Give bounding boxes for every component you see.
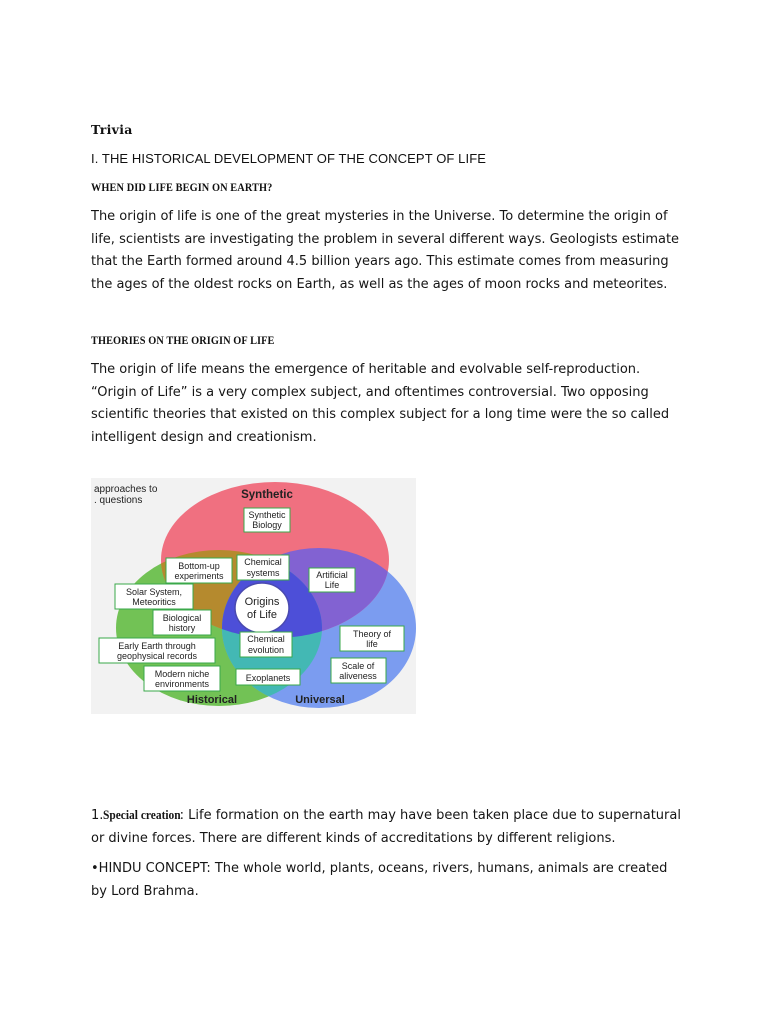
box-text: environments: [154, 679, 210, 689]
paragraph-line: The origin of life is one of the great mysteries in the Universe. To determine the origin of: [91, 209, 668, 224]
box-text: systems: [246, 568, 280, 578]
label-synthetic: Synthetic: [241, 489, 293, 501]
corner-text-line2: . questions: [94, 495, 143, 506]
box-text: Modern niche: [154, 669, 210, 679]
center-label-line1: Origins: [244, 596, 280, 608]
trivia-heading: Trivia: [91, 122, 133, 137]
paragraph-line: “Origin of Life” is a very complex subject, and oftentimes controversial. Two opposing: [91, 384, 649, 400]
box-text: Synthetic: [248, 510, 286, 520]
paragraph-line: that the Earth formed around 4.5 billion years ago. This estimate comes from measuring: [91, 254, 669, 269]
box-text: Chemical: [247, 634, 285, 644]
box-text: Artificial: [316, 570, 348, 580]
box-text: Exoplanets: [245, 673, 291, 683]
box-text: Early Earth through: [118, 641, 196, 651]
paragraph-line: by Lord Brahma.: [91, 883, 199, 899]
paragraph-origin-of-life-mystery: [91, 206, 691, 296]
box-text: Bottom-up: [178, 561, 220, 571]
special-creation-term: Special creation: [103, 807, 182, 822]
box-text: Biological: [162, 613, 202, 623]
box-text: Theory of: [352, 629, 392, 639]
box-text: Scale of: [341, 661, 375, 671]
box-text: Chemical: [244, 557, 282, 567]
question-heading-origin-time: WHEN DID LIFE BEGIN ON EARTH?: [91, 180, 273, 194]
box-text: experiments: [174, 571, 224, 581]
paragraph-line: [91, 804, 691, 828]
special-creation-text: : Life formation on the earth may have been taken place due to supernatural: [179, 808, 681, 823]
box-text: aliveness: [339, 671, 377, 681]
box-text: Life: [324, 580, 340, 590]
corner-text-line1: approaches to: [94, 484, 158, 495]
label-universal: Universal: [295, 694, 345, 706]
paragraph-hindu-concept: [91, 858, 691, 903]
paragraph-theories: [91, 359, 691, 449]
paragraph-line: intelligent design and creationism.: [91, 429, 317, 445]
label-historical: Historical: [186, 694, 238, 706]
paragraph-line: scientific theories that existed on this complex subject for a long time were the so called: [91, 407, 670, 422]
center-label-line2: of Life: [247, 609, 277, 621]
box-text: Meteoritics: [132, 597, 176, 607]
paragraph-line: life, scientists are investigating the problem in several different ways. Geologists estimate: [91, 231, 680, 247]
special-creation-number: 1.: [91, 808, 104, 823]
origins-of-life-venn-diagram: [91, 478, 416, 714]
paragraph-line: the ages of the oldest rocks on Earth, as well as the ages of moon rocks and meteorites.: [91, 276, 668, 292]
venn-svg: [91, 478, 416, 714]
theories-heading: THEORIES ON THE ORIGIN OF LIFE: [91, 333, 275, 347]
paragraph-line: •HINDU CONCEPT: The whole world, plants, oceans, rivers, humans, animals are created: [91, 861, 668, 876]
paragraph-special-creation: [91, 804, 691, 850]
box-text: Solar System,: [125, 587, 183, 597]
box-text: history: [168, 623, 196, 633]
box-text: Biology: [252, 520, 282, 530]
paragraph-line: The origin of life means the emergence of heritable and evolvable self-reproduction.: [91, 362, 641, 377]
paragraph-line: or divine forces. There are different kinds of accreditations by different religions.: [91, 830, 616, 846]
section-heading: I. THE HISTORICAL DEVELOPMENT OF THE CONCEPT OF LIFE: [91, 151, 487, 166]
box-text: evolution: [247, 645, 285, 655]
box-text: life: [366, 639, 378, 649]
origins-of-life-center-circle: [235, 583, 289, 633]
box-text: geophysical records: [116, 651, 198, 661]
